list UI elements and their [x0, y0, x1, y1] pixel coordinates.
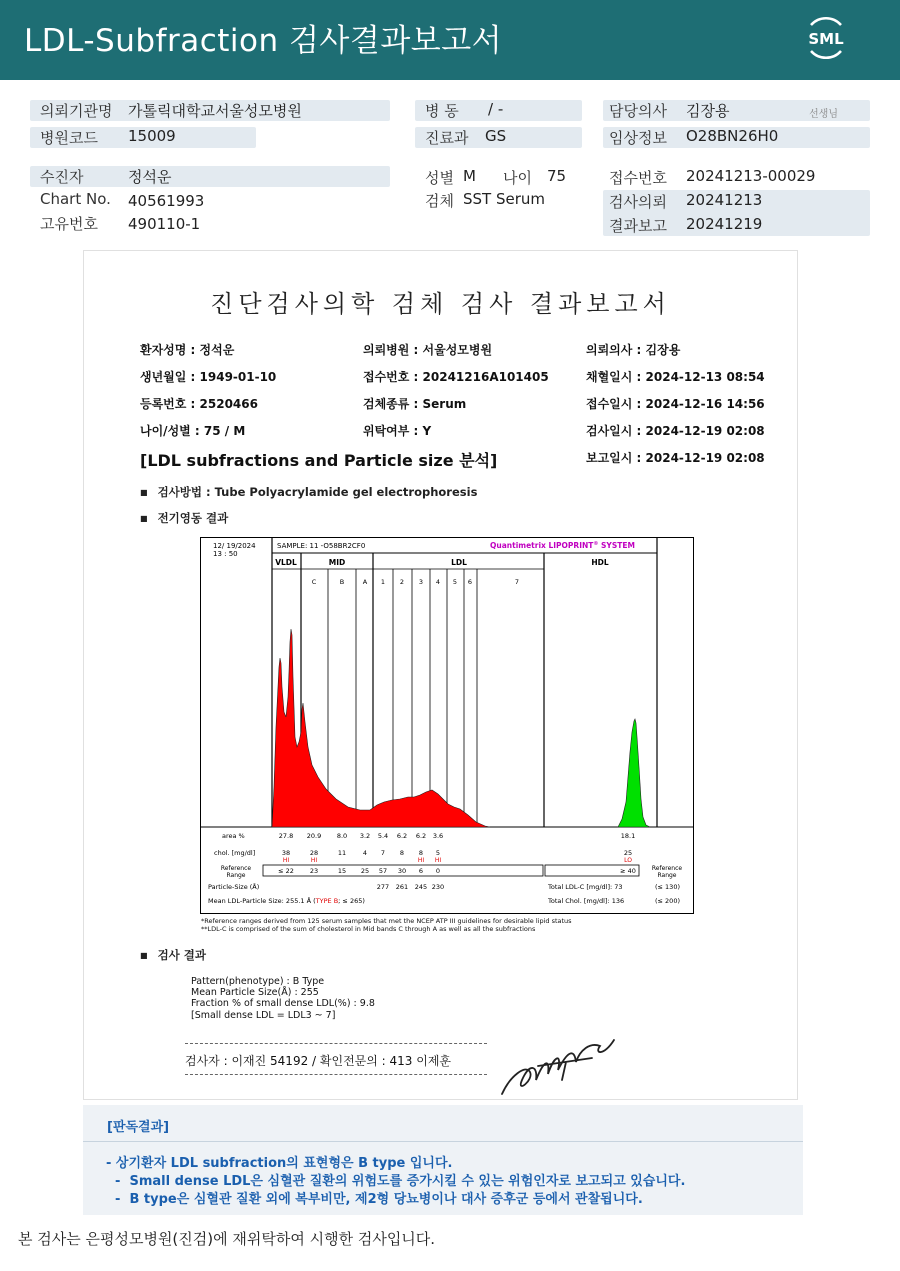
unique-no-label: 고유번호 [40, 215, 98, 233]
mean-ldl-size: Mean LDL-Particle Size: 255.1 Å (TYPE B; ≤ 265) [208, 897, 365, 905]
interpretation-line-2: - Small dense LDL은 심혈관 질환의 위험도를 증가시킬 수 있는 위험인자로 보고되고 있습니다. [106, 1174, 686, 1189]
total-chol-ref: (≤ 200) [655, 897, 680, 905]
patient-row-bg [30, 166, 390, 187]
area-value: 3.2 [359, 832, 371, 840]
ref-value: 25 [360, 867, 370, 875]
interpretation-line-1: - 상기환자 LDL subfraction의 표현형은 B type 입니다. [106, 1156, 453, 1171]
field-reg-no: 등록번호 : 2520466 [140, 397, 258, 411]
sex-value: M [463, 167, 476, 185]
chart-no-label: Chart No. [40, 190, 111, 208]
particle-value: 245 [414, 883, 428, 891]
field-received: 접수일시 : 2024-12-16 14:56 [586, 397, 765, 411]
chol-value: 11 [337, 849, 347, 857]
chart-sample: SAMPLE: 11 -O58BR2CF0 [277, 542, 366, 550]
field-hospital: 의뢰병원 : 서울성모병원 [363, 343, 493, 357]
interpretation-title: [판독결과] [107, 1120, 170, 1135]
report-date-label: 결과보고 [609, 217, 667, 235]
result-mean-size: Mean Particle Size(Å) : 255 [191, 987, 319, 998]
doctor-value: 김장용 [686, 102, 730, 120]
clinical-label: 임상정보 [609, 129, 667, 147]
region-label-ldl: LDL [451, 558, 467, 567]
report-subtitle: [LDL subfractions and Particle size 분석] [140, 451, 498, 470]
doctor-label: 담당의사 [609, 102, 667, 120]
field-reported: 보고일시 : 2024-12-19 02:08 [586, 451, 765, 465]
field-physician: 의뢰의사 : 김장용 [586, 343, 681, 357]
field-tested: 검사일시 : 2024-12-19 02:08 [586, 424, 765, 438]
chol-flag: HI [417, 857, 425, 864]
ref-value: 0 [435, 867, 441, 875]
chart-no-value: 40561993 [128, 192, 205, 210]
report-title: 진단검사의학 검체 검사 결과보고서 [210, 290, 671, 318]
area-value: 27.8 [278, 832, 294, 840]
area-value: 3.6 [432, 832, 444, 840]
scanned-report [83, 250, 798, 1100]
field-specimen-type: 검체종류 : Serum [363, 397, 467, 411]
chol-value: 8 [418, 849, 424, 857]
footer-note: 본 검사는 은평성모병원(진검)에 재위탁하여 시행한 검사입니다. [18, 1230, 436, 1248]
report-date-value: 20241219 [686, 215, 763, 233]
receipt-value: 20241213-00029 [686, 167, 816, 185]
ref-value: 57 [378, 867, 388, 875]
dept-value: GS [485, 127, 507, 145]
area-value: 8.0 [336, 832, 348, 840]
ref-label-line1: Reference [220, 865, 252, 872]
band-label-6: 6 [467, 578, 473, 586]
field-collected: 채혈일시 : 2024-12-13 08:54 [586, 370, 765, 384]
result-pattern: Pattern(phenotype) : B Type [191, 976, 325, 987]
band-label-5: 5 [452, 578, 458, 586]
region-label-mid: MID [328, 558, 346, 567]
hospital-code-value: 15009 [128, 127, 176, 145]
chol-value: 4 [362, 849, 368, 857]
chol-flag: HI [434, 857, 442, 864]
band-label-B: B [339, 578, 345, 586]
chol-flag: HI [282, 857, 290, 864]
band-label-1: 1 [380, 578, 386, 586]
ref-label-line2: Range [226, 872, 246, 879]
request-date-label: 검사의뢰 [609, 193, 667, 211]
footnote-ldlc: **LDL-C is comprised of the sum of cholesterol in Mid bands C through A as well as all the subfractions [201, 925, 536, 933]
request-date-value: 20241213 [686, 191, 763, 209]
interpretation-line-3: - B type은 심혈관 질환 외에 복부비만, 제2형 당뇨병이나 대사 증후군 등에서 관찰됩니다. [106, 1192, 643, 1207]
ref-value: 30 [397, 867, 407, 875]
results-heading: ■ 검사 결과 [140, 947, 206, 963]
chol-value: 38 [281, 849, 291, 857]
patient-value: 정석운 [128, 168, 172, 186]
ref-value: ≤ 22 [278, 867, 294, 875]
signature-divider-bottom [185, 1074, 487, 1075]
particle-label: Particle-Size (Å) [208, 883, 260, 891]
total-chol: Total Chol. [mg/dl]: 136 [548, 897, 625, 905]
area-value: 6.2 [396, 832, 408, 840]
area-label: area % [222, 832, 245, 840]
particle-value: 277 [376, 883, 390, 891]
ref-value: 6 [418, 867, 424, 875]
doctor-suffix: 선생님 [809, 109, 838, 120]
result-fraction: Fraction % of small dense LDL(%) : 9.8 [191, 998, 375, 1009]
field-outsourced: 위탁여부 : Y [363, 424, 432, 438]
dept-label: 진료과 [425, 129, 469, 147]
institution-label: 의뢰기관명 [40, 102, 113, 120]
chol-value: 8 [399, 849, 405, 857]
signature-line: 검사자 : 이재진 54192 / 확인전문의 : 413 이제훈 [185, 1054, 452, 1068]
band-label-7: 7 [514, 578, 520, 586]
age-value: 75 [547, 167, 567, 185]
field-receipt: 접수번호 : 20241216A101405 [363, 370, 549, 384]
area-value: 5.4 [377, 832, 389, 840]
sml-logo-icon [801, 13, 851, 63]
region-label-vldl: VLDL [275, 558, 297, 567]
chol-value: 28 [309, 849, 319, 857]
specimen-label: 검체 [425, 192, 454, 210]
chol-value: 25 [623, 849, 633, 857]
ref-value: 23 [309, 867, 319, 875]
total-ldl: Total LDL-C [mg/dl]: 73 [548, 883, 623, 891]
report-header [0, 0, 900, 80]
chol-value: 7 [380, 849, 386, 857]
band-label-3: 3 [418, 578, 424, 586]
result-small-dense: [Small dense LDL = LDL3 ~ 7] [191, 1010, 336, 1021]
chart-time: 13 : 50 [213, 550, 238, 558]
specimen-value: SST Serum [463, 190, 546, 208]
chol-flag: HI [310, 857, 318, 864]
chart-brand: Quantimetrix LIPOPRINT® SYSTEM [490, 541, 635, 550]
page-title: LDL-Subfraction 검사결과보고서 [24, 23, 503, 59]
lipoprint-chart [200, 537, 694, 914]
svg-text:SML: SML [808, 30, 844, 48]
total-ldl-ref: (≤ 130) [655, 883, 680, 891]
particle-value: 261 [395, 883, 409, 891]
ward-label: 병 동 [425, 102, 459, 120]
chol-value: 5 [435, 849, 441, 857]
area-value: 6.2 [415, 832, 427, 840]
footnote-reference: *Reference ranges derived from 125 serum samples that met the NCEP ATP III guidelines for desirable lipid status [201, 917, 572, 925]
band-label-2: 2 [399, 578, 405, 586]
age-label: 나이 [503, 169, 532, 187]
clinical-value: O28BN26H0 [686, 127, 779, 145]
band-label-C: C [311, 578, 317, 586]
field-dob: 생년월일 : 1949-01-10 [140, 370, 277, 384]
patient-label: 수진자 [40, 168, 84, 186]
receipt-label: 접수번호 [609, 169, 667, 187]
ref-value: 15 [337, 867, 347, 875]
field-name: 환자성명 : 정석운 [140, 343, 235, 357]
band-label-A: A [362, 578, 368, 586]
interpretation-header [83, 1105, 803, 1142]
ref-label-right-line1: Reference [651, 865, 683, 872]
hospital-code-label: 병원코드 [40, 129, 98, 147]
ward-value: / - [488, 100, 504, 118]
signature-divider-top [185, 1043, 487, 1044]
electro-heading: ■ 전기영동 결과 [140, 510, 228, 526]
handwritten-signature-icon [496, 1036, 621, 1101]
unique-no-value: 490110-1 [128, 215, 201, 233]
particle-value: 230 [431, 883, 445, 891]
method-line: ■ 검사방법 : Tube Polyacrylamide gel electrophoresis [140, 484, 477, 500]
field-age-sex: 나이/성별 : 75 / M [140, 424, 246, 438]
ref-label-right-line2: Range [657, 872, 677, 879]
sex-label: 성별 [425, 169, 454, 187]
region-label-hdl: HDL [591, 558, 609, 567]
institution-value: 가톨릭대학교서울성모병원 [128, 102, 302, 120]
chart-date: 12/ 19/2024 [213, 542, 256, 550]
band-label-4: 4 [435, 578, 441, 586]
chol-label: chol. [mg/dl] [214, 849, 256, 857]
ref-value: ≥ 40 [620, 867, 636, 875]
chol-flag: LO [624, 857, 632, 864]
area-value: 18.1 [620, 832, 636, 840]
interpretation-panel [83, 1105, 803, 1215]
area-value: 20.9 [306, 832, 322, 840]
